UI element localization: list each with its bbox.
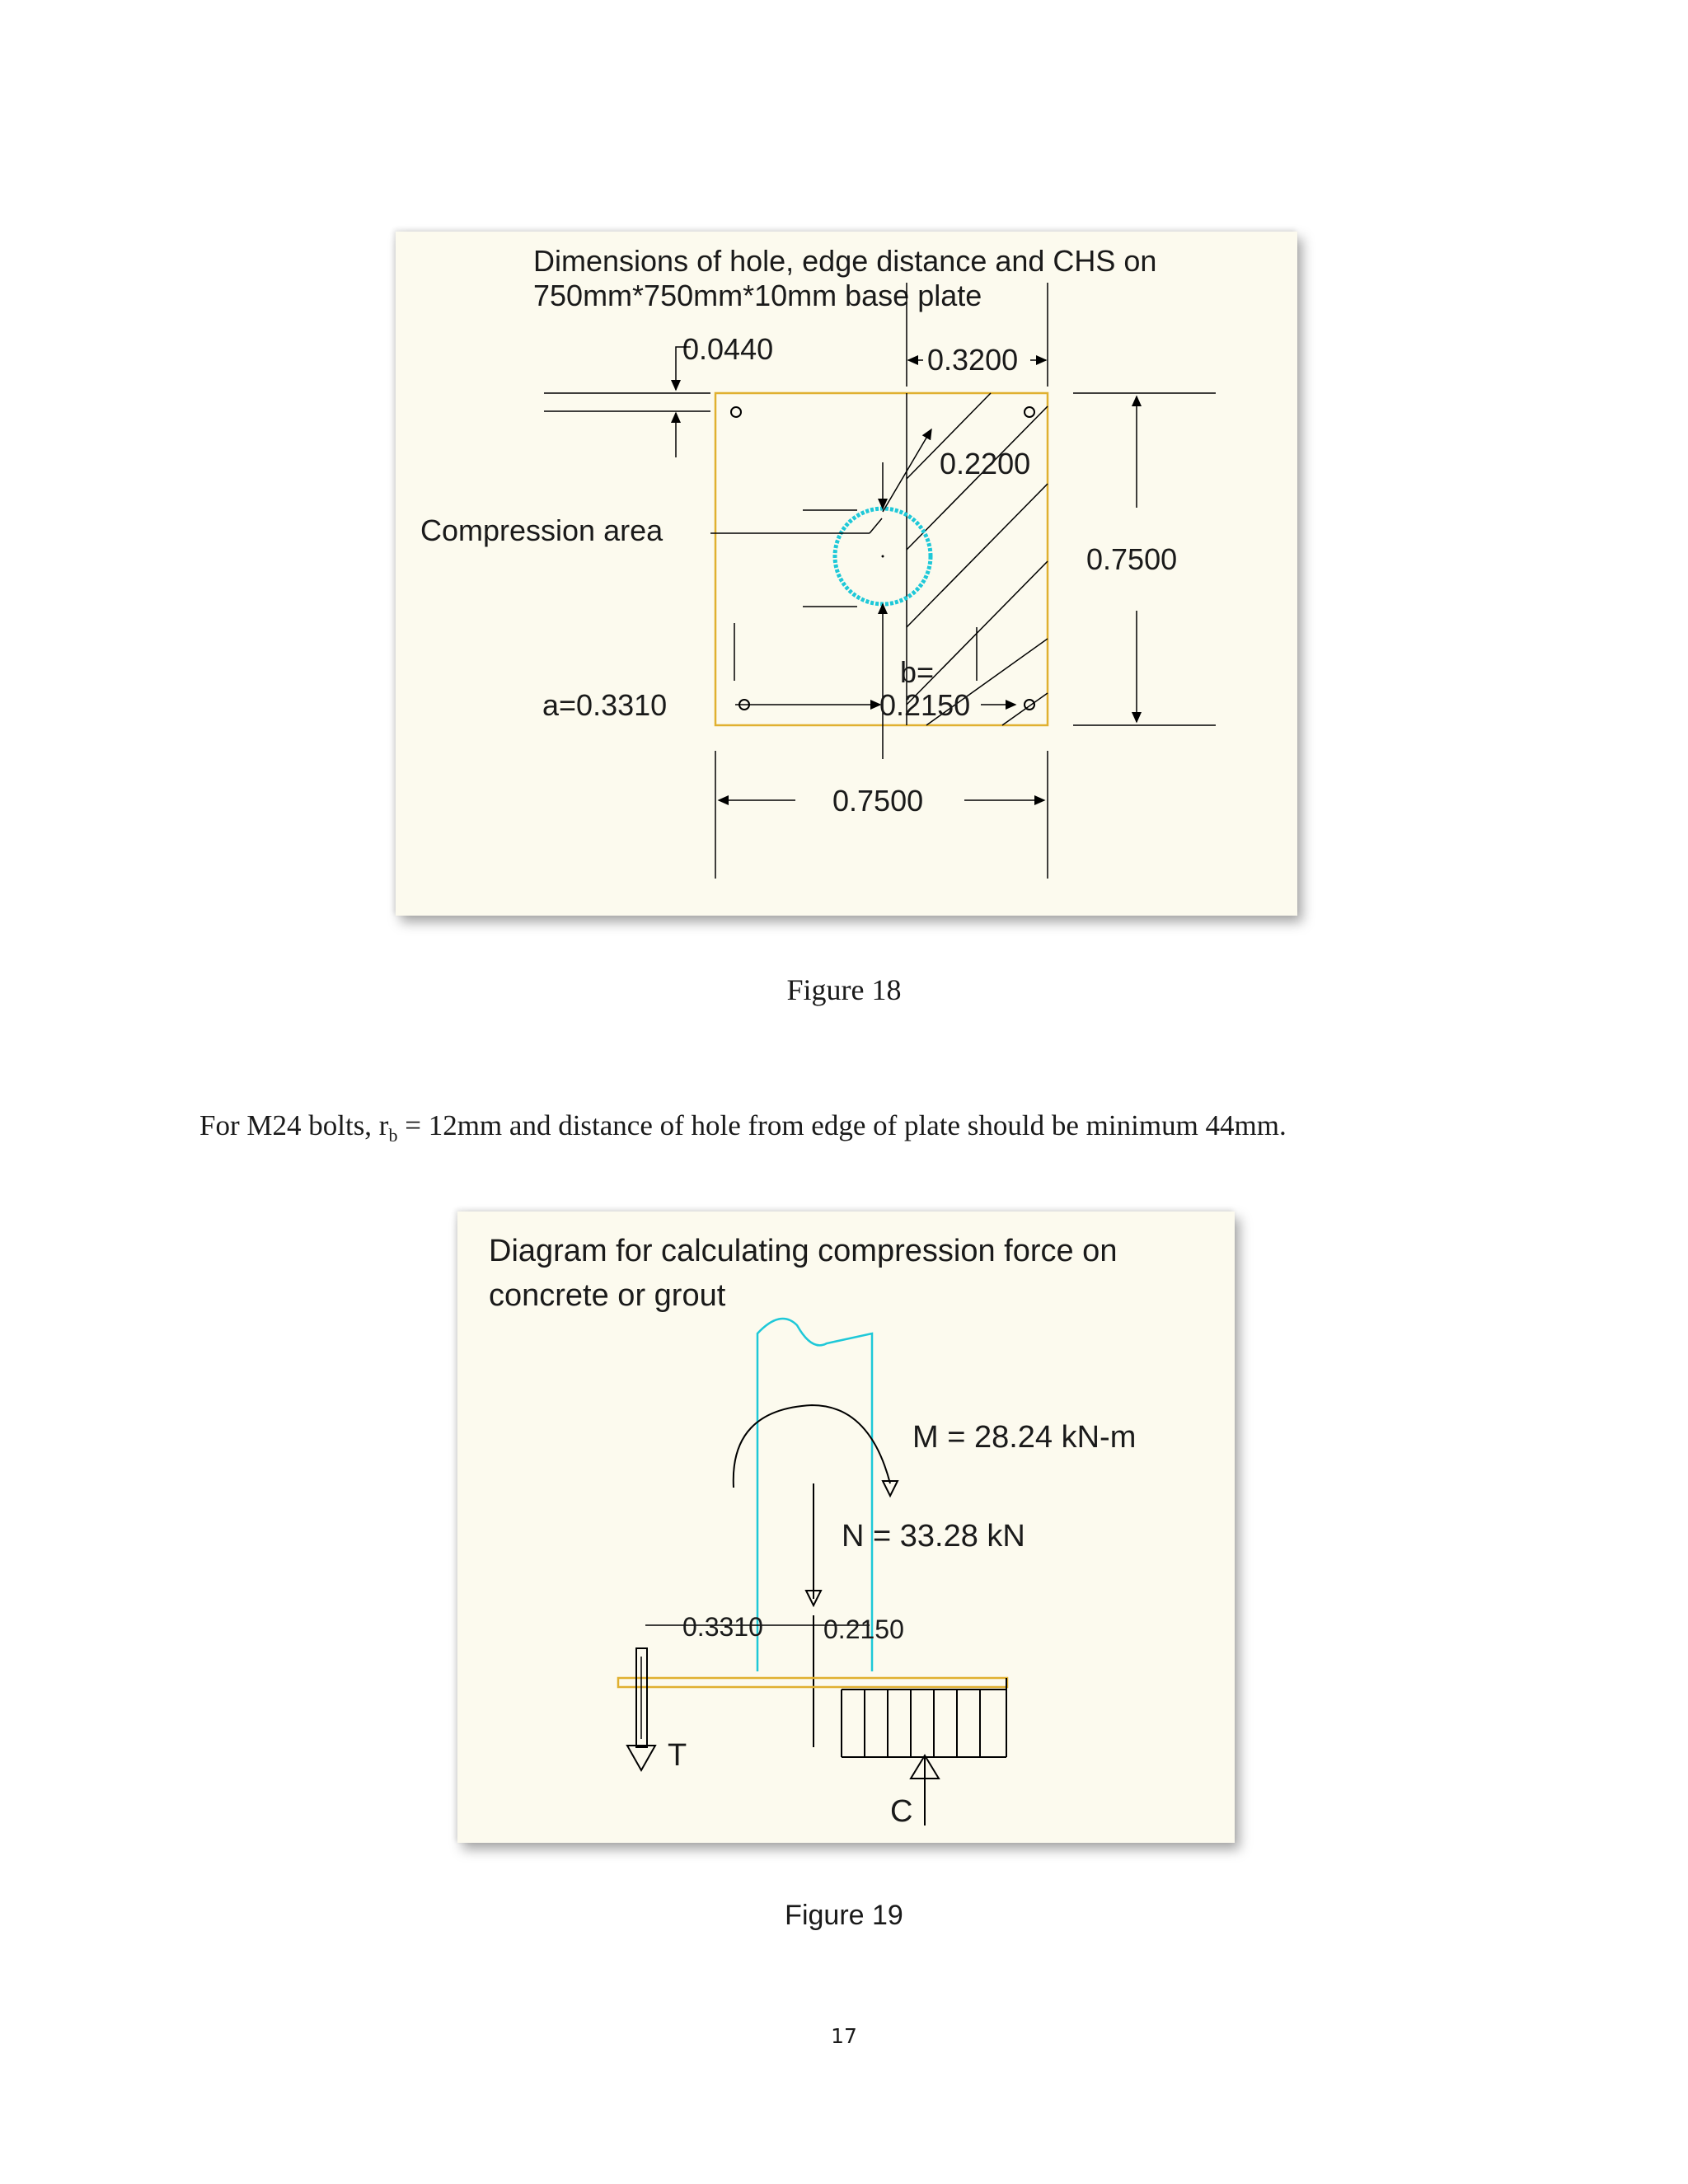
figure-19-caption: Figure 19 xyxy=(785,1900,903,1931)
body-text-before: For M24 bolts, r xyxy=(199,1109,389,1141)
figure-18-base-plate-diagram xyxy=(396,232,1297,916)
figure-18-title-line1: Dimensions of hole, edge distance and CHS on xyxy=(533,244,1157,278)
dim-left: 0.3310 xyxy=(682,1612,763,1642)
bolt-hole-top-left xyxy=(731,407,741,417)
page-number: 17 xyxy=(831,2024,857,2048)
compression-label: C xyxy=(890,1794,913,1829)
bolt-hole-top-right xyxy=(1025,407,1034,417)
dim-top: 0.3200 xyxy=(927,343,1019,377)
dim-edge-distance: 0.0440 xyxy=(682,332,774,366)
tension-arrowhead xyxy=(627,1746,655,1770)
figure-18-caption: Figure 18 xyxy=(786,973,902,1006)
label-b-value: 0.2150 xyxy=(879,688,971,722)
figure-18-drawing xyxy=(396,232,1297,916)
label-compression-area: Compression area xyxy=(420,513,663,547)
label-a: a=0.3310 xyxy=(542,688,668,722)
figure-19-title-line2: concrete or grout xyxy=(489,1278,726,1313)
figure-19-compression-force-diagram xyxy=(457,1212,1235,1843)
label-b-top: b= xyxy=(900,655,935,689)
dim-right: 0.2150 xyxy=(823,1615,904,1644)
body-text-after: = 12mm and distance of hole from edge of plate should be minimum 44mm. xyxy=(397,1109,1287,1141)
base-plate-outline xyxy=(715,393,1048,725)
axial-label: N = 33.28 kN xyxy=(842,1519,1025,1554)
dim-bottom: 0.7500 xyxy=(832,784,924,818)
figure-19-drawing xyxy=(457,1212,1235,1843)
tension-label: T xyxy=(668,1738,687,1773)
figure-19-title-line1: Diagram for calculating compression force on xyxy=(489,1234,1118,1268)
dim-radius: 0.2200 xyxy=(940,447,1031,480)
dim-right: 0.7500 xyxy=(1086,542,1178,576)
compression-block xyxy=(842,1678,1006,1757)
bolt-hole-bottom-right xyxy=(1025,700,1034,710)
body-subscript: b xyxy=(388,1125,398,1146)
body-paragraph xyxy=(199,1109,1601,1146)
figure-18-title-line2: 750mm*750mm*10mm base plate xyxy=(533,279,982,312)
moment-label: M = 28.24 kN-m xyxy=(912,1420,1137,1455)
